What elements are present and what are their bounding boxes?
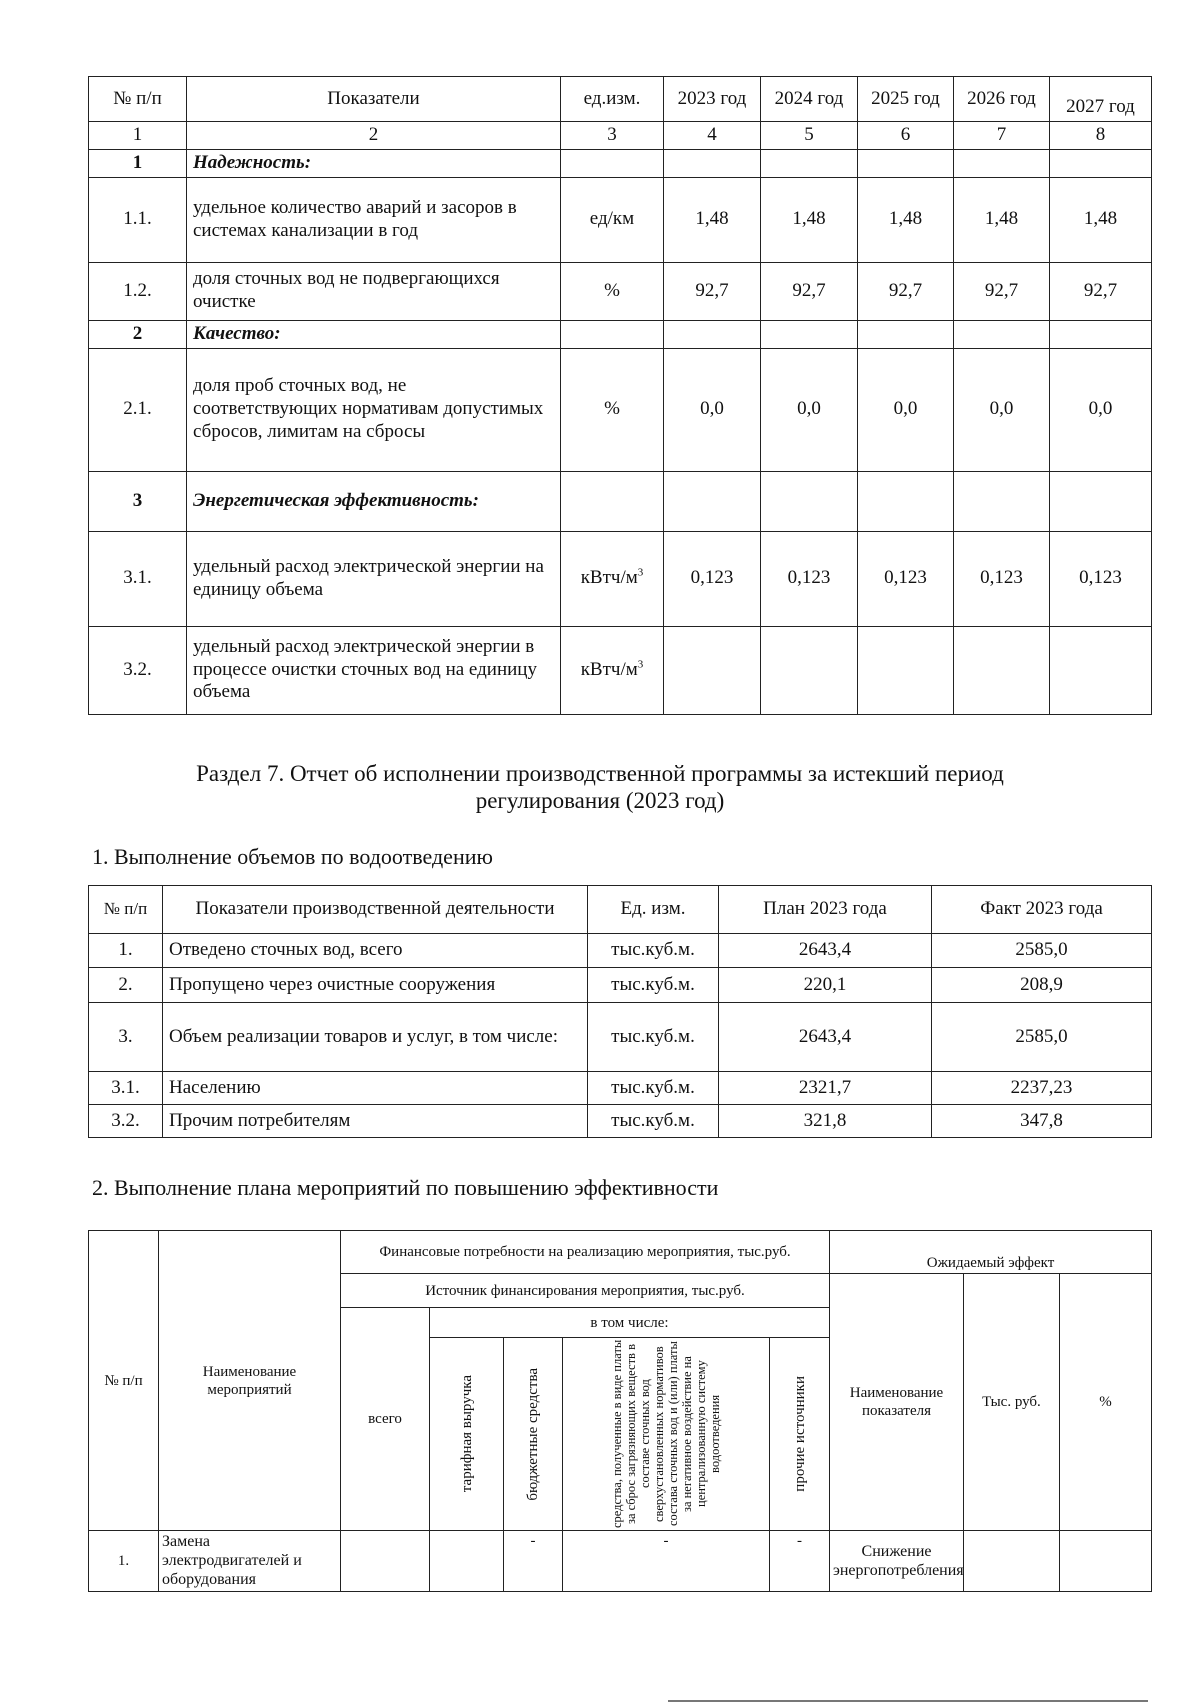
row-value: 0,0	[664, 348, 761, 471]
row-value: 0,0	[858, 348, 954, 471]
row-fact: 208,9	[932, 968, 1152, 1003]
row-unit	[561, 471, 664, 531]
row-value	[664, 149, 761, 177]
row-value	[954, 626, 1050, 714]
row-value	[761, 626, 858, 714]
col-number: 3	[561, 122, 664, 150]
row-funds: -	[563, 1531, 770, 1592]
row-num: 3.2.	[89, 1105, 163, 1138]
row-rub	[964, 1531, 1060, 1592]
table-row	[89, 1531, 1152, 1592]
row-pct	[1060, 1531, 1152, 1592]
row-value: 92,7	[1050, 262, 1152, 320]
header-plan: План 2023 года	[719, 886, 932, 934]
row-name: доля сточных вод не подвергающихся очистке	[187, 262, 561, 320]
table-row	[89, 471, 1152, 531]
row-fact: 2585,0	[932, 1003, 1152, 1072]
header-funds-text: средства, полученные в виде платы за сброс загрязняющих веществ в составе сточных вод сверхустановленных нормативов состава сточных вод и (или) платы за негативное воздействие на централизованную систему водоотведения	[610, 1339, 722, 1529]
row-num: 3	[89, 471, 187, 531]
row-value: 1,48	[954, 177, 1050, 262]
row-unit	[561, 626, 664, 714]
row-name: удельный расход электрической энергии на единицу объема	[187, 531, 561, 626]
row-other: -	[770, 1531, 830, 1592]
row-value: 1,48	[664, 177, 761, 262]
row-value	[1050, 149, 1152, 177]
row-num: 2.1.	[89, 348, 187, 471]
row-value: 92,7	[954, 262, 1050, 320]
row-value: 0,123	[1050, 531, 1152, 626]
table2-header-row	[89, 886, 1152, 934]
row-value	[761, 471, 858, 531]
row-value: 1,48	[1050, 177, 1152, 262]
header-budget-text: бюджетные средства	[525, 1367, 541, 1501]
row-unit: тыс.куб.м.	[588, 1072, 719, 1105]
header-tariff-text: тарифная выручка	[458, 1375, 475, 1493]
header-2027: 2027 год	[1050, 77, 1152, 122]
row-name: Качество:	[187, 320, 561, 348]
header-unit: Ед. изм.	[588, 886, 719, 934]
row-unit: тыс.куб.м.	[588, 1003, 719, 1072]
unit-text: кВтч/м	[580, 567, 638, 589]
header-indicator: Показатели производственной деятельности	[163, 886, 588, 934]
header-effect-name: Наименование показателя	[830, 1274, 964, 1531]
row-value	[858, 320, 954, 348]
row-value	[664, 320, 761, 348]
row-name: удельное количество аварий и засоров в системах канализации в год	[187, 177, 561, 262]
indicators-table	[88, 76, 1152, 715]
table1-header-row	[89, 77, 1152, 122]
row-name: доля проб сточных вод, не соответствующих нормативам допустимых сбросов, лимитам на сбросы	[187, 348, 561, 471]
table-row	[89, 1105, 1152, 1138]
row-unit	[561, 531, 664, 626]
row-value	[858, 626, 954, 714]
header-other	[770, 1338, 830, 1531]
header-name: Наименование мероприятий	[159, 1231, 341, 1531]
subsection-title: 2. Выполнение плана мероприятий по повышению эффективности	[92, 1175, 719, 1200]
header-fin-needs: Финансовые потребности на реализацию мероприятия, тыс.руб.	[341, 1231, 830, 1274]
table1-colnum-row	[89, 122, 1152, 150]
col-number: 7	[954, 122, 1050, 150]
row-fact: 2237,23	[932, 1072, 1152, 1105]
row-fact: 347,8	[932, 1105, 1152, 1138]
row-plan: 2643,4	[719, 934, 932, 968]
row-unit: %	[561, 348, 664, 471]
row-num: 1.2.	[89, 262, 187, 320]
row-unit: тыс.куб.м.	[588, 934, 719, 968]
row-value: 1,48	[761, 177, 858, 262]
col-number: 4	[664, 122, 761, 150]
row-plan: 2321,7	[719, 1072, 932, 1105]
row-value	[858, 149, 954, 177]
row-name: Отведено сточных вод, всего	[163, 934, 588, 968]
row-value	[761, 149, 858, 177]
section-title-line1: Раздел 7. Отчет об исполнении производственной программы за истекший период	[196, 761, 1004, 786]
col-number: 1	[89, 122, 187, 150]
row-value: 0,0	[1050, 348, 1152, 471]
volumes-table	[88, 885, 1152, 1138]
unit-text: кВтч/м	[580, 658, 638, 680]
row-name: Энергетическая эффективность:	[187, 471, 561, 531]
row-budget: -	[504, 1531, 563, 1592]
header-funds	[563, 1338, 770, 1531]
row-fact: 2585,0	[932, 934, 1152, 968]
subsection-title: 1. Выполнение объемов по водоотведению	[92, 844, 493, 869]
row-value: 0,123	[761, 531, 858, 626]
table-row	[89, 531, 1152, 626]
table-row	[89, 626, 1152, 714]
row-effect: Снижение энергопотребления	[830, 1531, 964, 1592]
row-num: 1.	[89, 934, 163, 968]
row-unit	[561, 320, 664, 348]
row-value	[664, 626, 761, 714]
page-bottom-divider	[668, 1700, 1148, 1702]
header-unit: ед.изм.	[561, 77, 664, 122]
row-num: 3.1.	[89, 1072, 163, 1105]
table-row	[89, 1072, 1152, 1105]
header-tariff	[430, 1338, 504, 1531]
header-fin-source: Источник финансирования мероприятия, тыс.руб.	[341, 1274, 830, 1308]
row-value	[664, 471, 761, 531]
unit-superscript: 3	[637, 658, 644, 671]
row-plan: 321,8	[719, 1105, 932, 1138]
row-name: Надежность:	[187, 149, 561, 177]
table-row	[89, 1003, 1152, 1072]
row-num: 3.1.	[89, 531, 187, 626]
row-value: 1,48	[858, 177, 954, 262]
row-unit: ед/км	[561, 177, 664, 262]
row-value	[858, 471, 954, 531]
header-thous-rub: Тыс. руб.	[964, 1274, 1060, 1531]
header-total: всего	[341, 1308, 430, 1531]
row-tariff	[430, 1531, 504, 1592]
row-value	[954, 149, 1050, 177]
row-value	[1050, 471, 1152, 531]
table-row	[89, 320, 1152, 348]
section-title	[0, 760, 1200, 814]
row-value: 0,123	[954, 531, 1050, 626]
row-plan: 2643,4	[719, 1003, 932, 1072]
col-number: 2	[187, 122, 561, 150]
row-unit	[561, 149, 664, 177]
row-unit: %	[561, 262, 664, 320]
row-unit: тыс.куб.м.	[588, 968, 719, 1003]
row-total	[341, 1531, 430, 1592]
row-value	[954, 471, 1050, 531]
table-row	[89, 934, 1152, 968]
row-name: Замена электродвигателей и оборудования	[159, 1531, 341, 1592]
row-value: 0,123	[858, 531, 954, 626]
table-row	[89, 262, 1152, 320]
row-value	[1050, 626, 1152, 714]
header-2024: 2024 год	[761, 77, 858, 122]
row-num: 1.1.	[89, 177, 187, 262]
col-number: 6	[858, 122, 954, 150]
row-name: Прочим потребителям	[163, 1105, 588, 1138]
table-row	[89, 348, 1152, 471]
row-name: удельный расход электрической энергии в процессе очистки сточных вод на единицу объема	[187, 626, 561, 714]
col-number: 8	[1050, 122, 1152, 150]
measures-table	[88, 1230, 1152, 1592]
row-value: 92,7	[664, 262, 761, 320]
row-num: 3.	[89, 1003, 163, 1072]
row-value	[761, 320, 858, 348]
row-num: 1	[89, 149, 187, 177]
header-other-text: прочие источники	[791, 1376, 808, 1492]
header-budget	[504, 1338, 563, 1531]
col-number: 5	[761, 122, 858, 150]
row-name: Пропущено через очистные сооружения	[163, 968, 588, 1003]
header-including: в том числе:	[430, 1308, 830, 1338]
header-2023: 2023 год	[664, 77, 761, 122]
row-plan: 220,1	[719, 968, 932, 1003]
row-value: 0,0	[954, 348, 1050, 471]
row-name: Объем реализации товаров и услуг, в том числе:	[163, 1003, 588, 1072]
row-value	[1050, 320, 1152, 348]
header-num: № п/п	[89, 77, 187, 122]
row-num: 1.	[89, 1531, 159, 1592]
table-row	[89, 177, 1152, 262]
table-row	[89, 968, 1152, 1003]
header-expected-effect: Ожидаемый эффект	[830, 1231, 1152, 1274]
header-2025: 2025 год	[858, 77, 954, 122]
row-value: 92,7	[761, 262, 858, 320]
row-value	[954, 320, 1050, 348]
header-2026: 2026 год	[954, 77, 1050, 122]
header-fact: Факт 2023 года	[932, 886, 1152, 934]
row-unit: тыс.куб.м.	[588, 1105, 719, 1138]
unit-superscript: 3	[637, 566, 644, 579]
header-percent: %	[1060, 1274, 1152, 1531]
header-indicator: Показатели	[187, 77, 561, 122]
section-title-line2: регулирования (2023 год)	[475, 788, 725, 813]
row-value: 0,0	[761, 348, 858, 471]
row-value: 0,123	[664, 531, 761, 626]
row-value: 92,7	[858, 262, 954, 320]
row-name: Населению	[163, 1072, 588, 1105]
header-num: № п/п	[89, 1231, 159, 1531]
row-num: 2.	[89, 968, 163, 1003]
row-num: 3.2.	[89, 626, 187, 714]
table-row	[89, 149, 1152, 177]
row-num: 2	[89, 320, 187, 348]
header-num: № п/п	[89, 886, 163, 934]
